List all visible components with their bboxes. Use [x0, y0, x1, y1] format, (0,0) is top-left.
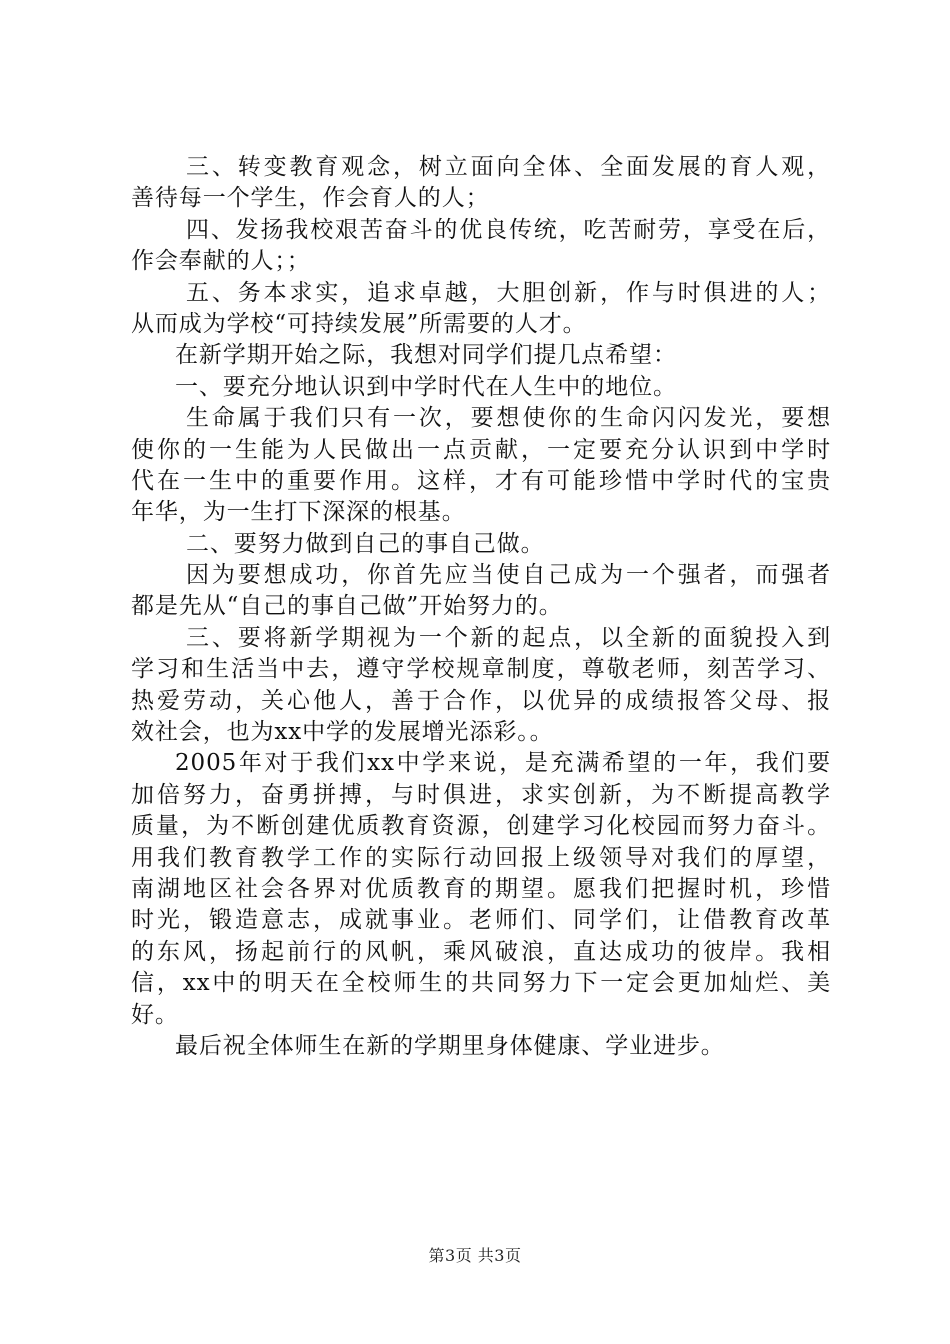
page-footer: 第3页 共3页 [428, 1246, 522, 1265]
paragraph-line: 四、发扬我校艰苦奋斗的优良传统，吃苦耐劳，享受在后， [186, 216, 831, 243]
paragraph-line: 五、务本求实，追求卓越，大胆创新，作与时俱进的人； [186, 279, 831, 306]
paragraph-line: 都是先从“自己的事自己做”开始努力的。 [131, 593, 563, 620]
paragraph-line: 质量，为不断创建优质教育资源，创建学习化校园而努力奋斗。 [131, 813, 831, 840]
paragraph-line: 一、要充分地认识到中学时代在人生中的地位。 [175, 373, 677, 400]
document-body [131, 152, 831, 1062]
paragraph-line: 最后祝全体师生在新的学期里身体健康、学业进步。 [175, 1032, 725, 1059]
paragraph-line: 南湖地区社会各界对优质教育的期望。愿我们把握时机，珍惜 [131, 875, 831, 902]
paragraph-line: 热爱劳动，关心他人，善于合作，以优异的成绩报答父母、报 [131, 687, 831, 714]
paragraph-line: 善待每一个学生，作会育人的人； [131, 185, 490, 212]
paragraph-line: 加倍努力，奋勇拼搏，与时俱进，求实创新，为不断提高教学 [131, 781, 831, 808]
paragraph-line: 2005年对于我们xx中学来说，是充满希望的一年，我们要 [175, 750, 831, 777]
paragraph-line: 代在一生中的重要作用。这样，才有可能珍惜中学时代的宝贵 [131, 467, 831, 494]
paragraph-line: 三、转变教育观念，树立面向全体、全面发展的育人观， [186, 154, 831, 180]
paragraph-line: 三、要将新学期视为一个新的起点，以全新的面貌投入到 [186, 624, 831, 651]
paragraph-line: 使你的一生能为人民做出一点贡献，一定要充分认识到中学时 [131, 436, 831, 463]
paragraph-line: 生命属于我们只有一次，要想使你的生命闪闪发光，要想 [186, 405, 831, 432]
paragraph-line: 效社会，也为xx中学的发展增光添彩。。 [131, 719, 554, 746]
paragraph-line: 二、要努力做到自己的事自己做。 [186, 530, 545, 557]
paragraph-line: 学习和生活当中去，遵守学校规章制度，尊敬老师，刻苦学习、 [131, 656, 831, 683]
paragraph-line: 年华，为一生打下深深的根基。 [131, 499, 466, 526]
paragraph-line: 时光，锻造意志，成就事业。老师们、同学们，让借教育改革 [131, 907, 831, 934]
paragraph-line: 作会奉献的人；； [131, 248, 311, 275]
paragraph-line: 信，xx中的明天在全校师生的共同努力下一定会更加灿烂、美 [131, 970, 831, 997]
paragraph-line: 因为要想成功，你首先应当使自己成为一个强者，而强者 [186, 562, 831, 589]
paragraph-line: 用我们教育教学工作的实际行动回报上级领导对我们的厚望， [131, 844, 831, 871]
paragraph-line: 在新学期开始之际，我想对同学们提几点希望： [175, 342, 677, 369]
paragraph-line: 好。 [131, 1001, 179, 1028]
paragraph-line: 的东风，扬起前行的风帆，乘风破浪，直达成功的彼岸。我相 [131, 938, 831, 965]
paragraph-line: 从而成为学校“可持续发展”所需要的人才。 [131, 310, 587, 337]
